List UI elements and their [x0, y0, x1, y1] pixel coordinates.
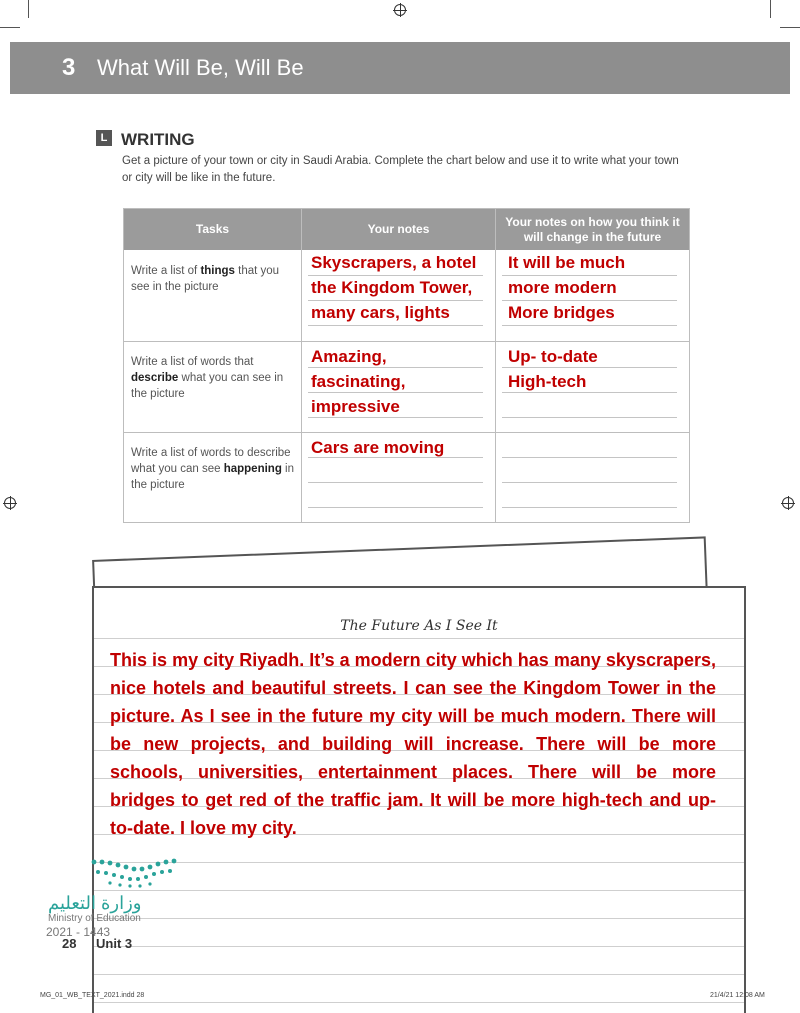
row-divider	[124, 432, 689, 433]
table-header-notes: Your notes	[302, 209, 495, 250]
future-note-text: Up- to-date	[508, 347, 598, 366]
writing-line	[502, 482, 677, 483]
table-row-task: Write a list of things that you see in the picture	[131, 265, 280, 293]
ministry-logo-icon	[90, 856, 182, 888]
notes-table	[123, 208, 690, 523]
ruled-line	[94, 1002, 744, 1003]
ruled-line	[94, 946, 744, 947]
note-text: impressive	[311, 397, 400, 416]
registration-mark-icon	[4, 497, 16, 509]
writing-line	[502, 507, 677, 508]
writing-line	[308, 417, 483, 418]
unit-title: What Will Be, Will Be	[97, 55, 304, 80]
registration-mark-icon	[394, 4, 406, 16]
ruled-line	[94, 890, 744, 891]
writing-line	[502, 457, 677, 458]
unit-number: 3	[62, 54, 76, 81]
crop-mark	[28, 0, 29, 18]
row-divider	[124, 341, 689, 342]
writing-line	[308, 325, 483, 326]
writing-line	[502, 417, 677, 418]
writing-line	[308, 392, 483, 393]
writing-line	[502, 325, 677, 326]
note-text: many cars, lights	[311, 303, 450, 322]
ruled-line	[94, 918, 744, 919]
column-divider	[301, 209, 302, 522]
future-note-text: High-tech	[508, 372, 587, 391]
future-note-text: more modern	[508, 278, 617, 297]
print-slug-date: 21/4/21 12:08 AM	[710, 992, 765, 999]
card-title: The Future As I See It	[340, 618, 498, 634]
section-letter-badge: L	[96, 130, 112, 146]
column-divider	[495, 209, 496, 522]
writing-line	[502, 367, 677, 368]
section-title: WRITING	[121, 130, 195, 149]
writing-line	[502, 275, 677, 276]
writing-line	[308, 507, 483, 508]
ruled-line	[94, 974, 744, 975]
future-note-text: It will be much	[508, 253, 626, 272]
ruled-line	[94, 638, 744, 639]
note-text: the Kingdom Tower,	[311, 278, 473, 297]
essay-text: This is my city Riyadh. It’s a modern city which has many skyscrapers, nice hotels and beautiful streets. I can see the Kingdom Tower in the picture. As I see in the future my city will be much modern. There will be new projects, and building will increase. There will be more schools, universities, entertainment places. There will be more bridges to get red of the traffic jam. It will be more high-tech and up-to-date. I love my city.	[110, 650, 716, 838]
page-number: 28	[62, 936, 77, 951]
writing-card	[92, 586, 746, 1013]
registration-mark-icon	[782, 497, 794, 509]
table-header-tasks: Tasks	[124, 209, 301, 250]
future-note-text: More bridges	[508, 303, 615, 322]
writing-line	[502, 300, 677, 301]
writing-line	[308, 482, 483, 483]
ministry-name-arabic: وزارة التعليم	[48, 893, 142, 913]
instructions-text: Get a picture of your town or city in Saudi Arabia. Complete the chart below and use it to write what your town or city will be like in the future.	[122, 155, 679, 184]
ruled-line	[94, 862, 744, 863]
note-text: Amazing,	[311, 347, 387, 366]
writing-line	[308, 275, 483, 276]
edition-year: 2021 - 1443	[46, 925, 111, 939]
note-text: fascinating,	[311, 372, 406, 391]
writing-line	[502, 392, 677, 393]
crop-mark	[780, 27, 800, 28]
writing-line	[308, 367, 483, 368]
writing-line	[308, 300, 483, 301]
crop-mark	[770, 0, 771, 18]
crop-mark	[0, 27, 20, 28]
table-row-task: Write a list of words to describe what you can see happening in the picture	[131, 447, 294, 491]
table-row-task: Write a list of words that describe what you can see in the picture	[131, 356, 284, 400]
ministry-name-english: Ministry of Education	[48, 913, 141, 924]
table-header-future: Your notes on how you think it will change in the future	[496, 209, 689, 250]
print-slug: MG_01_WB_TEXT_2021.indd 28	[40, 992, 145, 999]
note-text: Skyscrapers, a hotel	[311, 253, 477, 272]
note-text: Cars are moving	[311, 438, 445, 457]
page-unit-label: Unit 3	[96, 936, 133, 951]
